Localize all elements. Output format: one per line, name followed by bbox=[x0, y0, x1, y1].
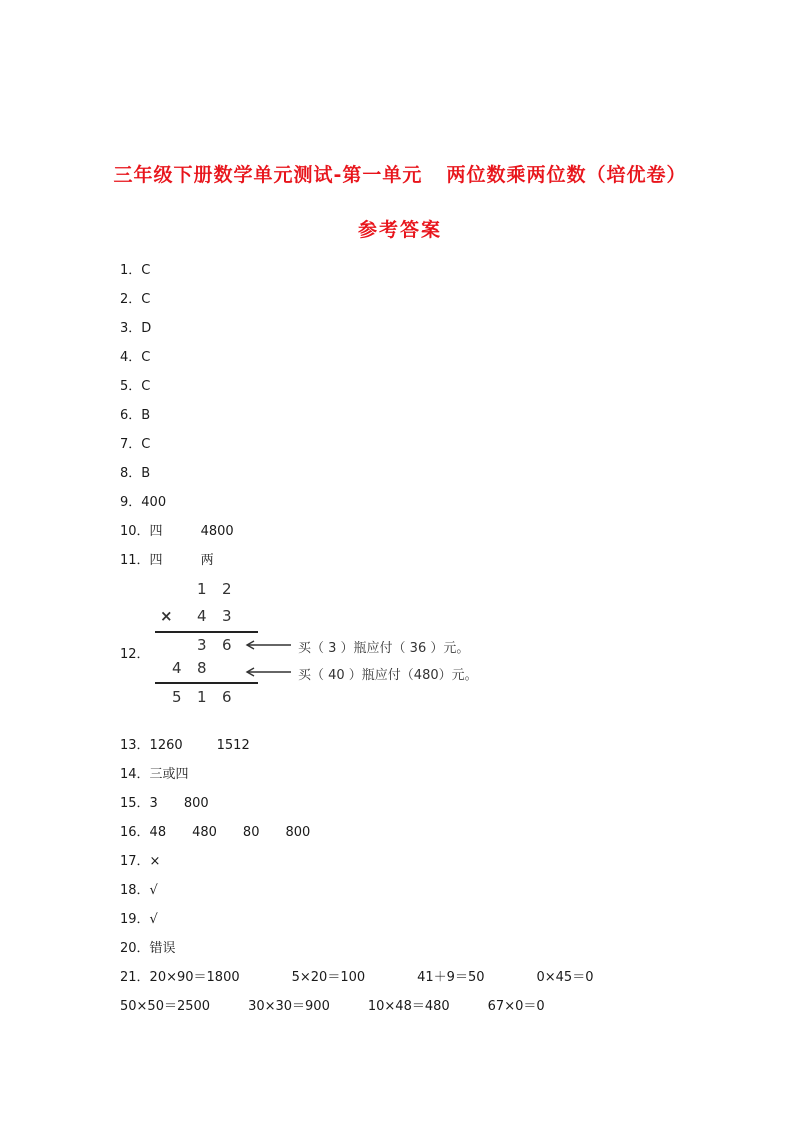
answer-value: C bbox=[141, 379, 151, 394]
title-part2: 两位数乘两位数（培优卷） bbox=[446, 164, 687, 186]
answer-value: 400 bbox=[141, 495, 167, 510]
answer-value: √ bbox=[149, 883, 158, 898]
answer-number: 19． bbox=[120, 912, 150, 927]
arrow-left-icon bbox=[245, 667, 293, 677]
multiplier-digit: 4 bbox=[197, 607, 207, 625]
answer-value: 80 bbox=[242, 825, 260, 840]
answer-line bbox=[120, 908, 158, 927]
answer-value: C bbox=[141, 263, 151, 278]
answer-value: C bbox=[141, 437, 151, 452]
answer-number: 21． bbox=[120, 970, 150, 985]
answer-value: 50×50＝2500 bbox=[120, 999, 211, 1014]
answer-value: B bbox=[141, 408, 151, 423]
answer-number: 11． bbox=[120, 553, 150, 568]
answer-value: 30×30＝900 bbox=[248, 999, 330, 1014]
answer-line bbox=[120, 821, 310, 840]
answer-number: 20． bbox=[120, 941, 150, 956]
page-title bbox=[0, 160, 800, 187]
answer-line bbox=[120, 850, 160, 869]
answer-value: 1260 bbox=[149, 738, 183, 753]
answer-number: 4． bbox=[120, 350, 142, 365]
answer-line bbox=[120, 995, 545, 1014]
multiplier-digit: 3 bbox=[222, 607, 232, 625]
answer-value: × bbox=[149, 854, 161, 869]
answer-value: 5×20＝100 bbox=[291, 970, 366, 985]
answer-line bbox=[120, 375, 150, 394]
answer-value: √ bbox=[149, 912, 158, 927]
vertical-multiplication bbox=[150, 575, 490, 710]
underline-rule bbox=[155, 631, 258, 633]
answer-value: 800 bbox=[285, 825, 311, 840]
answer-number: 17． bbox=[120, 854, 150, 869]
answer-number: 9． bbox=[120, 495, 142, 510]
answer-line bbox=[120, 317, 151, 336]
answer-value: 480 bbox=[192, 825, 217, 840]
answer-number: 12． bbox=[120, 647, 150, 662]
answer-number: 2． bbox=[120, 292, 142, 307]
answer-line bbox=[120, 937, 176, 956]
answer-value: 3 bbox=[149, 796, 158, 811]
underline-rule bbox=[155, 682, 258, 684]
answer-value: 67×0＝0 bbox=[487, 999, 545, 1014]
answer-number: 3． bbox=[120, 321, 142, 336]
answer-value: 800 bbox=[183, 796, 209, 811]
answer-number: 13． bbox=[120, 738, 150, 753]
answer-value: 1512 bbox=[216, 738, 250, 753]
answer-value: 41＋9＝50 bbox=[417, 970, 485, 985]
buy-note-40: 买（ 40 ）瓶应付（480）元。 bbox=[298, 668, 478, 683]
answer-number: 1． bbox=[120, 263, 142, 278]
partial-product-digit: 3 bbox=[197, 636, 207, 654]
answer-value: 48 bbox=[149, 825, 167, 840]
answer-line bbox=[120, 966, 593, 985]
answer-line bbox=[120, 491, 166, 510]
answer-value: C bbox=[141, 350, 151, 365]
partial-product-digit: 6 bbox=[222, 636, 232, 654]
answer-line bbox=[120, 549, 214, 568]
answer-line bbox=[120, 520, 234, 539]
partial-product-digit: 8 bbox=[197, 659, 207, 677]
answer-number: 16． bbox=[120, 825, 150, 840]
answer-line bbox=[120, 792, 209, 811]
answer-line bbox=[120, 643, 150, 662]
answer-line bbox=[120, 346, 150, 365]
page-subtitle: 参考答案 bbox=[357, 219, 442, 241]
answer-line bbox=[120, 288, 150, 307]
product-digit: 5 bbox=[172, 688, 182, 706]
answer-value: 三或四 bbox=[149, 767, 189, 782]
answer-number: 6． bbox=[120, 408, 142, 423]
answer-number: 18． bbox=[120, 883, 150, 898]
answer-value: 四 bbox=[149, 524, 163, 539]
product-digit: 1 bbox=[197, 688, 207, 706]
answer-value: 错误 bbox=[149, 941, 176, 956]
answer-line bbox=[120, 433, 150, 452]
answer-line bbox=[120, 763, 189, 782]
buy-note-3: 买（ 3 ）瓶应付（ 36 ）元。 bbox=[298, 641, 470, 656]
answer-number: 8． bbox=[120, 466, 142, 481]
answer-number: 14． bbox=[120, 767, 150, 782]
answer-number: 7． bbox=[120, 437, 142, 452]
answer-line bbox=[120, 734, 250, 753]
partial-product-digit: 4 bbox=[172, 659, 182, 677]
title-part1: 三年级下册数学单元测试-第一单元 bbox=[113, 164, 423, 186]
multiply-sign: × bbox=[160, 607, 173, 625]
product-digit: 6 bbox=[222, 688, 232, 706]
answer-number: 5． bbox=[120, 379, 142, 394]
answer-value: D bbox=[141, 321, 152, 336]
multiplicand-digit: 2 bbox=[222, 580, 232, 598]
answer-value: 10×48＝480 bbox=[367, 999, 450, 1014]
answer-number: 15． bbox=[120, 796, 150, 811]
answer-line bbox=[120, 462, 150, 481]
answer-line bbox=[120, 404, 150, 423]
answer-value: 四 bbox=[149, 553, 163, 568]
answer-value: C bbox=[141, 292, 151, 307]
answer-number: 10． bbox=[120, 524, 150, 539]
answer-value: 0×45＝0 bbox=[536, 970, 594, 985]
answer-value: 20×90＝1800 bbox=[149, 970, 240, 985]
answer-line bbox=[120, 879, 158, 898]
answer-value: 4800 bbox=[200, 524, 234, 539]
answer-line bbox=[120, 259, 150, 278]
answer-value: 两 bbox=[200, 553, 214, 568]
arrow-left-icon bbox=[245, 640, 293, 650]
answer-value: B bbox=[141, 466, 151, 481]
multiplicand-digit: 1 bbox=[197, 580, 207, 598]
